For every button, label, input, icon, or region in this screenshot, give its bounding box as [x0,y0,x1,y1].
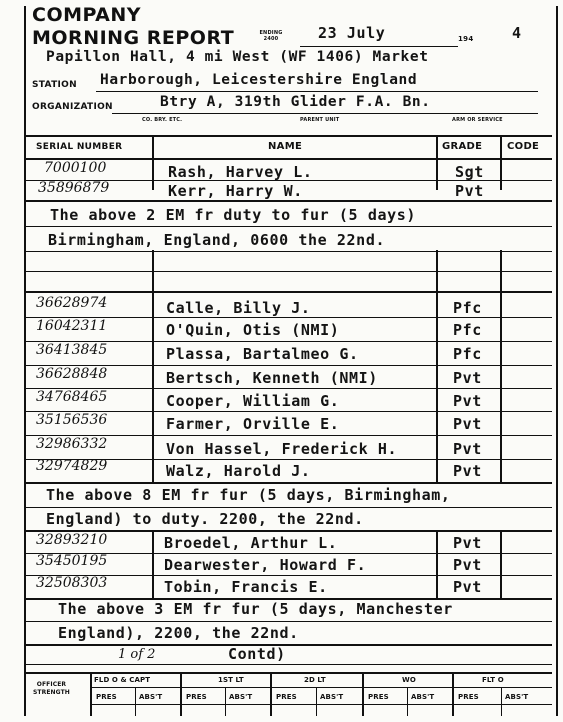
divider [135,687,136,716]
row-rule [26,507,552,508]
remark-line: England), 2200, the 22nd. [58,624,299,642]
soldier-name: Bertsch, Kenneth (NMI) [166,369,378,387]
serial-number: 36628848 [36,366,108,382]
sub-label-company: CO. BRY. ETC. [142,117,183,123]
row-rule [26,226,552,227]
footer-group-label: 2D LT [304,676,326,684]
soldier-name: Cooper, William G. [166,392,340,410]
abst-label: ABS'T [411,693,435,701]
serial-number: 32508303 [36,575,108,591]
soldier-grade: Pvt [453,462,482,480]
remark-line: The above 8 EM fr fur (5 days, Birmingham, [46,486,451,504]
organization-label: ORGANIZATION [32,102,113,112]
soldier-name: O'Quin, Otis (NMI) [166,321,340,339]
soldier-grade: Pfc [453,299,482,317]
officer-strength-label-line: OFFICER [36,681,67,688]
abst-label: ABS'T [320,693,344,701]
serial-number: 34768465 [36,389,108,405]
serial-number: 32986332 [36,436,108,452]
ending-label: ENDING 2400 [259,30,283,42]
grade-column-header: GRADE [442,141,483,152]
divider [316,687,317,716]
org-underline [112,113,538,114]
soldier-grade: Pvt [453,440,482,458]
soldier-name: Rash, Harvey L. [168,163,313,181]
soldier-name: Walz, Harold J. [166,462,311,480]
footer-group-label: FLD O & CAPT [94,676,151,684]
pres-label: PRES [458,693,479,701]
divider [152,135,154,190]
serial-number: 36413845 [36,342,108,358]
divider [452,672,454,716]
officer-strength-label [33,681,70,697]
sub-label-arm: ARM OR SERVICE [452,117,503,123]
footer-group-label: WO [402,676,416,684]
year-suffix: 4 [512,24,522,42]
name-column-header: NAME [268,141,303,152]
soldier-grade: Pvt [453,415,482,433]
handwritten-page-note: 1 of 2 [118,647,156,662]
organization-value: Btry A, 319th Glider F.A. Bn. [160,94,431,110]
divider [152,530,154,598]
serial-number: 16042311 [36,318,108,334]
soldier-name: Farmer, Orville E. [166,415,340,433]
remark-line: Birmingham, England, 0600 the 22nd. [48,231,386,249]
row-rule [26,482,552,484]
divider [501,687,502,716]
serial-number: 35896879 [38,180,110,196]
station-label: STATION [32,80,77,90]
soldier-name: Plassa, Bartalmeo G. [166,345,359,363]
row-rule [26,664,552,665]
soldier-name: Dearwester, Howard F. [164,556,367,574]
officer-strength-label-line: STRENGTH [33,689,70,696]
station-underline [96,91,538,92]
divider [152,290,154,483]
footer-group-label: 1ST LT [218,676,244,684]
serial-number: 32974829 [36,458,108,474]
divider [407,687,408,716]
remark-line: The above 3 EM fr fur (5 days, Manchester [58,600,453,618]
divider [436,290,438,483]
soldier-name: Broedel, Arthur L. [164,534,338,552]
divider [500,135,502,190]
footer-top-rule [26,672,552,674]
soldier-grade: Pfc [453,345,482,363]
divider [500,290,502,483]
divider [225,687,226,716]
soldier-grade: Pvt [453,392,482,410]
footer-bottom-rule [90,704,552,705]
pres-label: PRES [276,693,297,701]
divider [90,672,92,716]
sub-label-parent: PARENT UNIT [300,117,340,123]
serial-number: 32893210 [36,532,108,548]
abst-label: ABS'T [139,693,163,701]
abst-label: ABS'T [229,693,253,701]
company-label: COMPANY [32,4,142,26]
morning-report-label: MORNING REPORT [32,27,235,49]
soldier-grade: Sgt [455,163,484,181]
soldier-name: Calle, Billy J. [166,299,311,317]
year-prefix: 194 [458,35,474,43]
date-underline [300,46,458,47]
row-rule [26,291,552,293]
station-line-2: Harborough, Leicestershire England [100,72,418,88]
pres-label: PRES [96,693,117,701]
divider [270,672,272,716]
row-rule [26,251,552,252]
footer-group-label: FLT O [482,676,504,684]
soldier-grade: Pfc [453,321,482,339]
contd-note: Contd) [228,645,286,663]
divider [436,530,438,598]
row-rule [26,200,552,202]
serial-number: 36628974 [36,295,108,311]
table-top-rule [26,135,552,137]
divider [152,250,154,290]
row-rule [26,644,552,646]
soldier-name: Von Hassel, Frederick H. [166,440,398,458]
pres-label: PRES [368,693,389,701]
soldier-name: Tobin, Francis E. [164,578,328,596]
divider [436,135,438,190]
soldier-grade: Pvt [453,556,482,574]
soldier-grade: Pvt [455,182,484,200]
divider [436,250,438,290]
remark-line: The above 2 EM fr duty to fur (5 days) [50,206,416,224]
divider [180,672,182,716]
footer-mid-rule [90,687,552,688]
code-column-header: CODE [507,141,540,152]
serial-number: 35156536 [36,412,108,428]
station-line-1: Papillon Hall, 4 mi West (WF 1406) Market [46,49,429,65]
soldier-grade: Pvt [453,534,482,552]
soldier-grade: Pvt [453,578,482,596]
soldier-name: Kerr, Harry W. [168,182,303,200]
row-rule [26,621,552,622]
abst-label: ABS'T [505,693,529,701]
divider [500,250,502,290]
row-rule [26,271,552,272]
serial-column-header: SERIAL NUMBER [36,142,123,152]
pres-label: PRES [186,693,207,701]
divider [362,672,364,716]
divider [500,530,502,598]
soldier-grade: Pvt [453,369,482,387]
serial-number: 7000100 [44,160,107,176]
serial-number: 35450195 [36,553,108,569]
remark-line: England) to duty. 2200, the 22nd. [46,510,364,528]
report-date: 23 July [318,24,386,42]
